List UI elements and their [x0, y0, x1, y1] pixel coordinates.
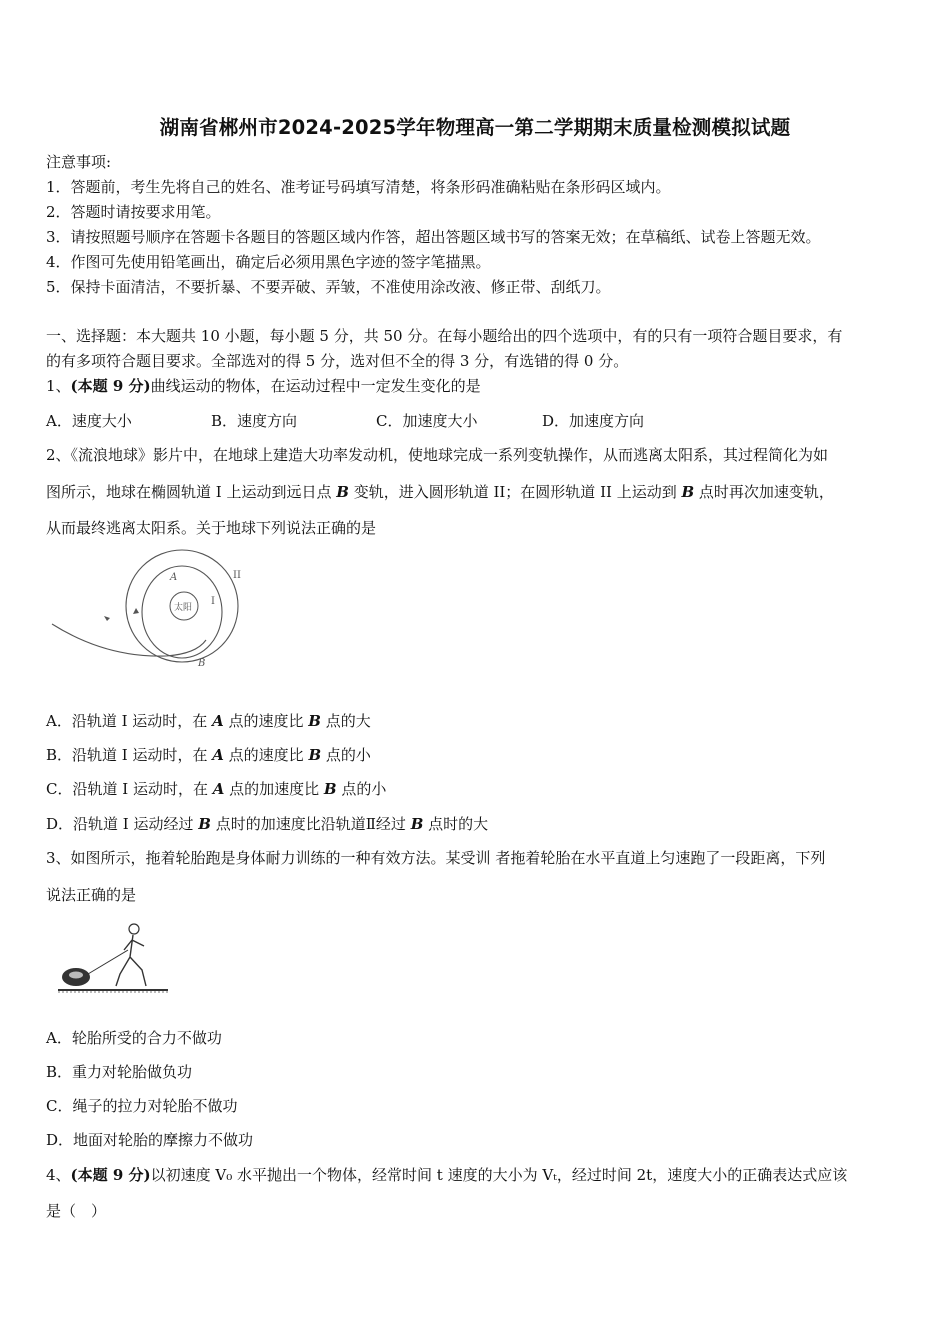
option-b: B．速度方向	[211, 412, 298, 430]
option-c: C．加速度大小	[376, 412, 478, 430]
page-title: 湖南省郴州市2024-2025学年物理高一第二学期期末质量检测模拟试题	[159, 116, 791, 139]
escape-trajectory	[52, 624, 206, 656]
notice-heading: 注意事项:	[46, 153, 112, 171]
text-fragment: 变轨，进入圆形轨道 II；在圆形轨道 II 上运动到	[348, 483, 682, 501]
option-d: D．加速度方向	[542, 412, 645, 430]
question-2-option-d	[46, 814, 488, 834]
question-3-option-d: D．地面对轮胎的摩擦力不做功	[46, 1131, 254, 1149]
question-2-line2	[46, 482, 834, 502]
question-score: (本题 9 分)	[70, 377, 151, 395]
question-2-option-a	[46, 711, 371, 731]
question-1-stem	[46, 376, 481, 396]
section-intro-line2: 的有多项符合题目要求。全部选对的得 5 分，选对但不全的得 3 分，有选错的得 0 分。	[46, 352, 629, 370]
question-number: 1、	[46, 377, 71, 395]
point-b-label: B	[681, 483, 695, 501]
question-3-option-c: C．绳子的拉力对轮胎不做功	[46, 1097, 238, 1115]
question-3-option-a: A．轮胎所受的合力不做功	[46, 1029, 222, 1047]
sun-label: 太阳	[174, 603, 193, 613]
text-fragment: 点的小	[321, 746, 371, 764]
question-4-line2: 是（ ）	[46, 1202, 107, 1220]
orbit-diagram	[46, 548, 256, 688]
arrow-icon	[133, 608, 139, 614]
orbit-i-label: I	[211, 596, 215, 607]
text-fragment: 点的大	[320, 712, 371, 730]
point-label: A	[212, 746, 224, 764]
question-2-option-b	[46, 745, 371, 765]
notice-item-5: 5．保持卡面清洁，不要折暴、不要弄破、弄皱，不准使用涂改液、修正带、刮纸刀。	[46, 278, 611, 296]
tire-hole	[69, 972, 83, 979]
option-a: A．速度大小	[46, 412, 132, 430]
point-b-label: B	[336, 483, 349, 501]
question-3-option-b: B．重力对轮胎做负功	[46, 1063, 193, 1081]
text-fragment: 点的加速度比	[224, 780, 324, 798]
point-label: B	[410, 815, 424, 833]
text-fragment: D．沿轨道 I 运动经过	[46, 815, 199, 833]
section-intro-line1: 一、选择题：本大题共 10 小题，每小题 5 分，共 50 分。在每小题给出的四个选项中，有的只有一项符合题目要求，有	[46, 327, 843, 345]
point-label: A	[212, 712, 224, 730]
notice-item-1: 1．答题前，考生先将自己的姓名、准考证号码填写清楚，将条形码准确粘贴在条形码区域内。	[46, 178, 671, 196]
question-3-line1: 3、如图所示，拖着轮胎跑是身体耐力训练的一种有效方法。某受训 者拖着轮胎在水平直道上匀速跑了一段距离，下列	[46, 849, 826, 867]
question-3-line2: 说法正确的是	[46, 886, 137, 904]
point-a-label: A	[170, 572, 178, 583]
text-fragment: 图所示，地球在椭圆轨道 I 上运动到远日点	[46, 483, 337, 501]
text-fragment: 点的速度比	[223, 712, 309, 730]
notice-item-2: 2．答题时请按要求用笔。	[46, 203, 221, 221]
text-fragment: 点时的加速度比沿轨道Ⅱ经过	[210, 815, 411, 833]
text-fragment: 点时再次加速变轨，	[694, 483, 834, 501]
question-1-options	[46, 410, 746, 430]
notice-item-3: 3．请按照题号顺序在答题卡各题目的答题区域内作答，超出答题区域书写的答案无效；在草稿纸、试卷上答题无效。	[46, 228, 821, 246]
tire-runner-figure	[56, 912, 172, 994]
question-score: (本题 9 分)	[70, 1166, 151, 1184]
question-number: 4、	[46, 1166, 71, 1184]
question-2-line3: 从而最终逃离太阳系。关于地球下列说法正确的是	[46, 519, 377, 537]
text-fragment: C．沿轨道 I 运动时，在	[46, 780, 213, 798]
text-fragment: 点时的大	[423, 815, 489, 833]
question-2-option-c	[46, 779, 386, 799]
question-text: 以初速度 V₀ 水平抛出一个物体，经常时间 t 速度的大小为 Vₜ，经过时间 2t，速度大小的正确表达式应该	[150, 1166, 848, 1184]
point-label: A	[212, 780, 225, 798]
orbit-ii-label: II	[233, 570, 241, 581]
arrow-icon	[104, 616, 110, 621]
text-fragment: 点的速度比	[223, 746, 309, 764]
notice-item-4: 4．作图可先使用铅笔画出，确定后必须用黑色字迹的签字笔描黑。	[46, 253, 491, 271]
runner-head	[129, 924, 139, 934]
runner-body	[116, 935, 146, 986]
text-fragment: 点的小	[336, 780, 387, 798]
question-2-line1: 2、《流浪地球》影片中，在地球上建造大功率发动机，使地球完成一系列变轨操作，从而逃离太阳系，其过程简化为如	[46, 446, 829, 464]
question-4-stem	[46, 1165, 847, 1185]
point-b-label: B	[198, 658, 206, 669]
point-label: B	[198, 815, 211, 833]
point-label: B	[323, 780, 337, 798]
point-label: B	[308, 712, 321, 730]
question-text: 曲线运动的物体，在运动过程中一定发生变化的是	[150, 377, 481, 395]
point-label: B	[308, 746, 322, 764]
text-fragment: A．沿轨道 I 运动时，在	[46, 712, 213, 730]
text-fragment: B．沿轨道 I 运动时，在	[46, 746, 213, 764]
